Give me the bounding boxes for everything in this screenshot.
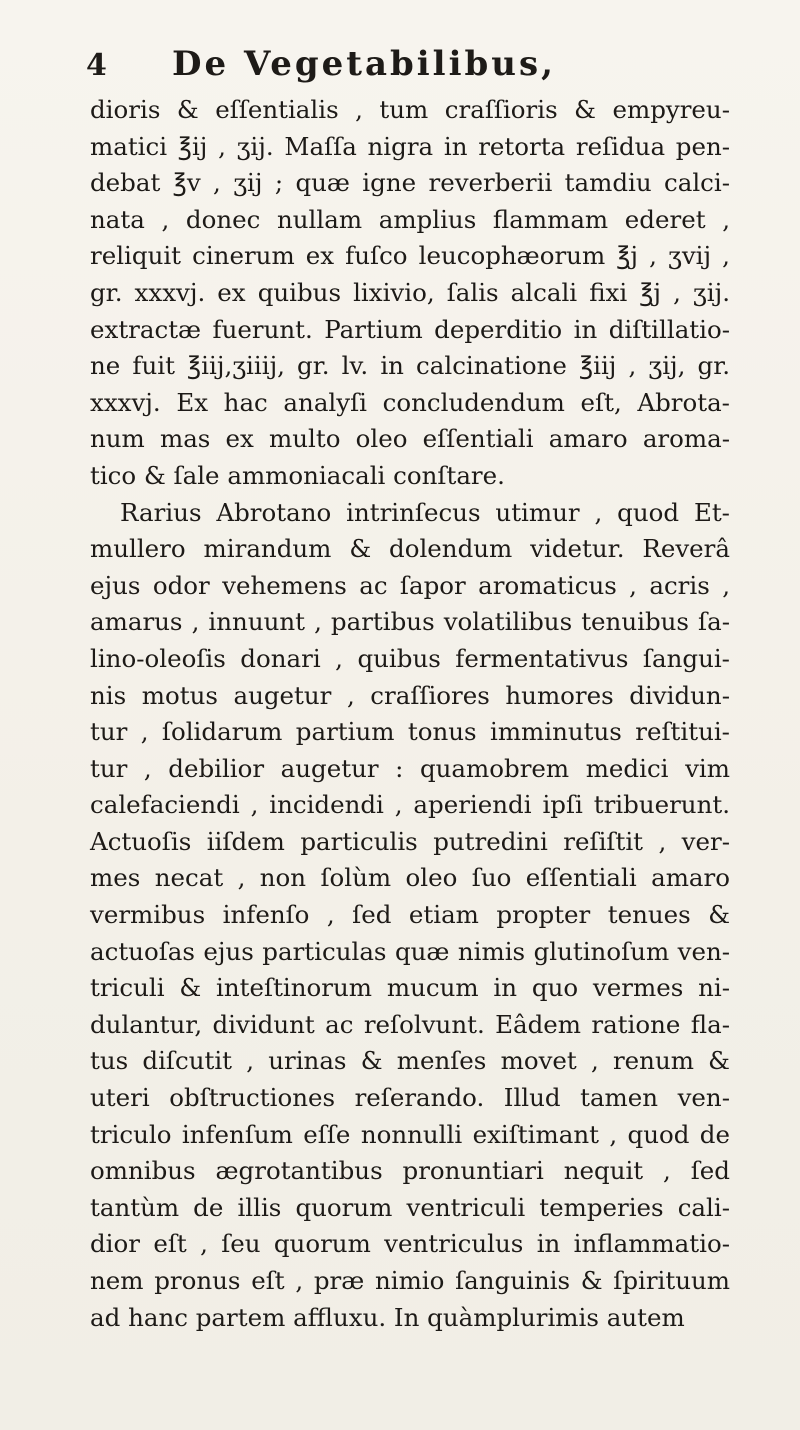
- text-line: tantùm de illis quorum ventriculi temperies cali-: [90, 1192, 730, 1222]
- text-line: debat ℥v , ʒij ; quæ igne reverberii tamdiu calci-: [90, 168, 731, 198]
- text-line: lino-oleoſis donari , quibus fermentativus ſangui-: [90, 643, 730, 673]
- text-line: uteri obſtructiones reſerando. Illud tamen ven-: [90, 1083, 730, 1113]
- text-line: vermibus infenſo , ſed etiam propter tenues &: [90, 900, 731, 930]
- text-line: extractæ fuerunt. Partium deperditio in diſtillatio-: [90, 314, 731, 344]
- text-line: tico & ſale ammoniacali conſtare.: [90, 460, 505, 490]
- body-text: [90, 92, 730, 1336]
- text-line: ad hanc partem affluxu. In quàmplurimis autem: [90, 1302, 685, 1332]
- text-line: tur , debilior augetur : quamobrem medici vim: [90, 753, 730, 783]
- text-line: actuoſas ejus particulas quæ nimis glutinoſum ven-: [90, 936, 731, 966]
- text-line: omnibus ægrotantibus pronuntiari nequit , ſed: [90, 1156, 730, 1186]
- text-line: num mas ex multo oleo eſſentiali amaro aroma-: [90, 424, 731, 454]
- text-line: dulantur, dividunt ac reſolvunt. Eâdem ratione fla-: [90, 1009, 730, 1039]
- text-line: tur , ſolidarum partium tonus imminutus reſtitui-: [90, 717, 730, 747]
- text-line: Actuoſis iiſdem particulis putredini reſiſtit , ver-: [90, 826, 731, 856]
- text-line: nata , donec nullam amplius flammam ederet ,: [90, 204, 730, 234]
- text-line: xxxvj. Ex hac analyſi concludendum eſt, Abrota-: [90, 387, 730, 417]
- text-line: mullero mirandum & dolendum videtur. Reverâ: [90, 534, 730, 564]
- text-line: Rarius Abrotano intrinſecus utimur , quod Et-: [120, 497, 730, 527]
- page-number: 4: [86, 48, 107, 83]
- text-line: tus diſcutit , urinas & menſes movet , renum &: [90, 1046, 730, 1076]
- text-line: mes necat , non ſolùm oleo ſuo eſſentiali amaro: [90, 863, 730, 893]
- page-header: [86, 40, 686, 90]
- text-line: gr. xxxvj. ex quibus lixivio, ſalis alcali fixi ℥j , ʒij.: [90, 277, 730, 307]
- text-line: amarus , innuunt , partibus volatilibus tenuibus ſa-: [90, 607, 731, 637]
- text-line: reliquit cinerum ex fuſco leucophæorum ℥j , ʒvij ,: [90, 241, 730, 271]
- text-line: triculo infenſum eſſe nonnulli exiſtimant , quod de: [90, 1119, 730, 1149]
- text-line: calefaciendi , incidendi , aperiendi ipſi tribuerunt.: [90, 790, 731, 820]
- running-head: De Vegetabilibus,: [172, 44, 556, 84]
- text-line: triculi & inteſtinorum mucum in quo vermes ni-: [90, 973, 731, 1003]
- text-line: nis motus augetur , craſſiores humores dividun-: [90, 680, 730, 710]
- text-line: ejus odor vehemens ac ſapor aromaticus , acris ,: [90, 570, 730, 600]
- text-line: nem pronus eſt , præ nimio ſanguinis & ſpirituum: [90, 1266, 731, 1295]
- text-line: matici ℥ij , ʒij. Maſſa nigra in retorta reſidua pen-: [90, 131, 731, 161]
- text-line: ne fuit ℥iij,ʒiiij, gr. lv. in calcinatione ℥iij , ʒij, gr.: [90, 351, 731, 381]
- text-line: dioris & eſſentialis , tum craſſioris & empyreu-: [90, 95, 730, 124]
- text-line: dior eſt , ſeu quorum ventriculus in inflammatio-: [90, 1229, 730, 1259]
